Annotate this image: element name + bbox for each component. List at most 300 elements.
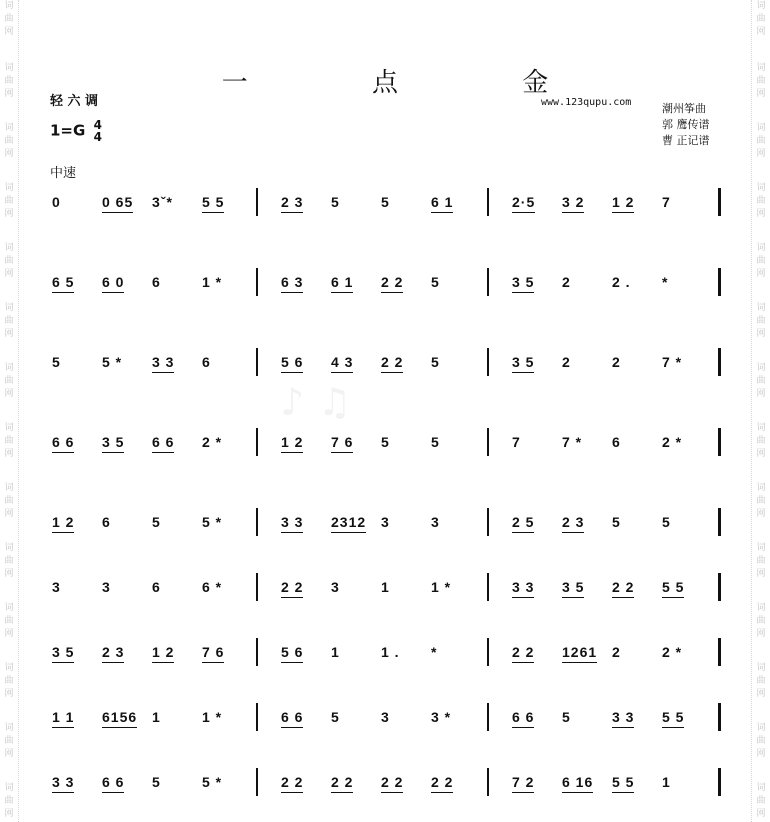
note-underline [331, 292, 353, 294]
note-underline [381, 372, 403, 374]
score-note: 6 [202, 354, 211, 370]
bar-line [256, 768, 258, 796]
note-underline [102, 792, 124, 794]
side-watermark-char: 词 [756, 543, 766, 553]
score-note: 7 [662, 194, 671, 210]
score-note: 3 5 [102, 434, 124, 450]
score-note: 4 3 [331, 354, 353, 370]
score-note: 0 65 [102, 194, 133, 210]
score-note: 1 [662, 774, 671, 790]
note-underline [102, 662, 124, 664]
side-watermark [752, 662, 770, 701]
note-underline [102, 212, 133, 214]
score-note: 1 [331, 644, 340, 660]
side-watermark-char: 曲 [4, 676, 14, 686]
score-note: 6 0 [102, 274, 124, 290]
score-row [0, 330, 770, 390]
key-label: 1=G [50, 121, 86, 140]
row-end-bar-line [718, 348, 721, 376]
side-watermark-char: 词 [756, 483, 766, 493]
side-watermark-char: 词 [756, 123, 766, 133]
score-note: 1 [152, 709, 161, 725]
score-note: 7 * [562, 434, 583, 450]
score-note: 6 [612, 434, 621, 450]
score-note: 5 [612, 514, 621, 530]
side-watermark-char: 网 [4, 689, 14, 699]
score-note: 0 [52, 194, 61, 210]
note-underline [431, 212, 453, 214]
side-watermark [752, 362, 770, 401]
time-signature-bottom: 4 [93, 130, 102, 144]
note-underline [612, 597, 634, 599]
time-signature [94, 119, 102, 143]
side-watermark [752, 482, 770, 521]
side-watermark-char: 词 [4, 543, 14, 553]
credit-line: 曹 正记谱 [662, 134, 710, 147]
score-note: 3 3 [152, 354, 174, 370]
side-watermark-char: 曲 [4, 316, 14, 326]
side-watermark-char: 曲 [4, 376, 14, 386]
bar-line [487, 428, 489, 456]
side-watermark [752, 242, 770, 281]
score-note: 2 5 [512, 514, 534, 530]
note-underline [562, 662, 597, 664]
note-underline [281, 597, 303, 599]
note-underline [562, 792, 593, 794]
side-watermark-char: 词 [756, 663, 766, 673]
score-note: 6 6 [152, 434, 174, 450]
note-underline [281, 532, 303, 534]
row-end-bar-line [718, 188, 721, 216]
credit-line: 潮州筝曲 [662, 102, 706, 115]
score-note: 3 2 [562, 194, 584, 210]
score-note: 5 [381, 434, 390, 450]
note-underline [152, 372, 174, 374]
score-note: 2 2 [381, 354, 403, 370]
side-watermark-char: 曲 [756, 136, 766, 146]
side-watermark [752, 122, 770, 161]
score-note: 2 * [662, 434, 683, 450]
center-watermark: ♪ ♫ [280, 380, 352, 424]
side-watermark-char: 曲 [4, 736, 14, 746]
side-watermark-char: 词 [4, 603, 14, 613]
bar-line [487, 268, 489, 296]
side-watermark-char: 曲 [756, 76, 766, 86]
score-note: 1 * [202, 274, 223, 290]
note-underline [52, 292, 74, 294]
side-watermark [0, 362, 18, 401]
score-note: 6 3 [281, 274, 303, 290]
note-underline [52, 452, 74, 454]
note-underline [431, 792, 453, 794]
side-watermark-char: 网 [4, 809, 14, 819]
score-note: 2 3 [281, 194, 303, 210]
note-underline [562, 597, 584, 599]
score-note: 5 [331, 709, 340, 725]
side-watermark-char: 网 [4, 389, 14, 399]
side-watermark-char: 曲 [4, 196, 14, 206]
score-row [0, 555, 770, 615]
score-note: 6 6 [512, 709, 534, 725]
side-watermark-char: 网 [4, 27, 14, 37]
score-note: 3 3 [52, 774, 74, 790]
side-watermark [752, 62, 770, 101]
side-watermark-char: 词 [4, 783, 14, 793]
bar-line [487, 573, 489, 601]
score-note: 6 [152, 274, 161, 290]
side-watermark-char: 词 [756, 603, 766, 613]
page-title: 一 点 金 [221, 68, 607, 98]
score-note: * [431, 644, 438, 660]
score-note: 5 [52, 354, 61, 370]
side-watermark-char: 曲 [4, 436, 14, 446]
side-watermark-char: 网 [756, 749, 766, 759]
side-watermark-char: 网 [4, 449, 14, 459]
score-note: 2 2 [281, 774, 303, 790]
score-row [0, 250, 770, 310]
score-note: 5 [662, 514, 671, 530]
row-end-bar-line [718, 638, 721, 666]
score-note: 3 3 [512, 579, 534, 595]
score-note: 6 1 [431, 194, 453, 210]
score-note: 3 * [431, 709, 452, 725]
score-row [0, 620, 770, 680]
side-watermark-char: 词 [4, 663, 14, 673]
bar-line [487, 188, 489, 216]
score-note: 6156 [102, 709, 137, 725]
note-underline [281, 727, 303, 729]
side-watermark [752, 182, 770, 221]
note-underline [281, 452, 303, 454]
side-watermark-char: 词 [4, 243, 14, 253]
side-watermark-char: 词 [4, 483, 14, 493]
note-underline [512, 792, 534, 794]
side-watermark-char: 曲 [4, 14, 14, 24]
side-watermark-char: 词 [756, 423, 766, 433]
score-note: 3 5 [512, 274, 534, 290]
note-underline [281, 292, 303, 294]
note-underline [152, 662, 174, 664]
note-underline [612, 727, 634, 729]
side-watermark [752, 422, 770, 461]
note-underline [512, 212, 535, 214]
score-note: 5 [431, 274, 440, 290]
score-note: 5 [562, 709, 571, 725]
note-underline [152, 452, 174, 454]
score-note: 5 [152, 514, 161, 530]
note-underline [512, 727, 534, 729]
score-note: 5 [331, 194, 340, 210]
row-end-bar-line [718, 428, 721, 456]
score-note: 3 5 [52, 644, 74, 660]
note-underline [662, 727, 684, 729]
side-watermark-char: 网 [4, 329, 14, 339]
side-watermark-char: 曲 [756, 256, 766, 266]
score-note: 1 * [431, 579, 452, 595]
score-row [0, 410, 770, 470]
note-underline [52, 792, 74, 794]
score-note: 3 [381, 709, 390, 725]
side-watermark-char: 网 [4, 509, 14, 519]
score-note: 5 6 [281, 644, 303, 660]
score-note: 6 6 [52, 434, 74, 450]
score-note: 6 5 [52, 274, 74, 290]
side-watermark-char: 网 [4, 89, 14, 99]
bar-line [256, 348, 258, 376]
bar-line [487, 508, 489, 536]
score-note: 3 3 [612, 709, 634, 725]
note-underline [331, 452, 353, 454]
score-note: 5 [152, 774, 161, 790]
side-watermark-char: 网 [756, 269, 766, 279]
score-note: 2 [562, 274, 571, 290]
side-watermark-char: 曲 [756, 556, 766, 566]
score-note: 1 . [381, 644, 400, 660]
side-watermark-char: 词 [756, 723, 766, 733]
side-watermark-char: 网 [756, 89, 766, 99]
note-underline [102, 727, 137, 729]
row-end-bar-line [718, 768, 721, 796]
side-watermark [752, 722, 770, 761]
side-watermark-char: 曲 [756, 616, 766, 626]
time-signature-top: 4 [93, 118, 102, 132]
score-note: 7 [512, 434, 521, 450]
side-watermark-char: 曲 [4, 796, 14, 806]
score-note: 1 2 [281, 434, 303, 450]
side-watermark-char: 网 [756, 449, 766, 459]
side-watermark-char: 网 [4, 149, 14, 159]
side-watermark-char: 曲 [756, 436, 766, 446]
score-note: 6 1 [331, 274, 353, 290]
note-underline [512, 662, 534, 664]
side-watermark-char: 网 [4, 209, 14, 219]
score-note: 2 * [662, 644, 683, 660]
side-watermark-char: 网 [756, 509, 766, 519]
side-watermark [0, 782, 18, 821]
score-note: 2 * [202, 434, 223, 450]
bar-line [487, 768, 489, 796]
side-watermark-char: 曲 [4, 496, 14, 506]
side-watermark-char: 曲 [4, 76, 14, 86]
side-watermark [0, 122, 18, 161]
score-note: 3 [52, 579, 61, 595]
score-note: 3ˇ* [152, 194, 173, 210]
score-note: 2 . [612, 274, 631, 290]
row-end-bar-line [718, 703, 721, 731]
side-watermark-char: 曲 [756, 196, 766, 206]
score-note: 5 5 [662, 709, 684, 725]
note-underline [562, 212, 584, 214]
score-row [0, 490, 770, 550]
score-note: 6 [102, 514, 111, 530]
note-underline [281, 372, 303, 374]
score-note: 2 2 [512, 644, 534, 660]
score-note: 3 [381, 514, 390, 530]
bar-line [256, 508, 258, 536]
note-underline [562, 532, 584, 534]
note-underline [331, 792, 353, 794]
note-underline [381, 292, 403, 294]
side-watermark-char: 网 [756, 629, 766, 639]
side-watermark-char: 曲 [756, 796, 766, 806]
note-underline [512, 292, 534, 294]
score-note: 1 * [202, 709, 223, 725]
score-note: 1 1 [52, 709, 74, 725]
score-note: 7 2 [512, 774, 534, 790]
side-watermark-char: 曲 [4, 136, 14, 146]
score-note: 3 [102, 579, 111, 595]
score-note: 1261 [562, 644, 597, 660]
credit-line: 郭 鹰传谱 [662, 118, 710, 131]
score-note: 5 5 [612, 774, 634, 790]
score-note: 2 [562, 354, 571, 370]
note-underline [281, 662, 303, 664]
side-watermark-char: 词 [756, 243, 766, 253]
note-underline [52, 727, 74, 729]
side-watermark-char: 曲 [756, 14, 766, 24]
side-watermark-char: 曲 [4, 616, 14, 626]
side-watermark-char: 曲 [756, 316, 766, 326]
score-note: 2 3 [102, 644, 124, 660]
score-note: 2 [612, 644, 621, 660]
note-underline [102, 292, 124, 294]
note-underline [52, 532, 74, 534]
side-watermark-char: 词 [4, 723, 14, 733]
side-watermark-char: 网 [4, 269, 14, 279]
side-watermark-char: 曲 [4, 556, 14, 566]
row-end-bar-line [718, 508, 721, 536]
bar-line [256, 188, 258, 216]
score-note: 2 2 [281, 579, 303, 595]
side-watermark-char: 网 [756, 569, 766, 579]
side-watermark-char: 词 [756, 183, 766, 193]
score-note: 6 [152, 579, 161, 595]
note-underline [612, 792, 634, 794]
row-end-bar-line [718, 268, 721, 296]
note-underline [512, 597, 534, 599]
score-note: 3 5 [512, 354, 534, 370]
side-watermark [0, 0, 18, 39]
side-watermark-char: 网 [756, 809, 766, 819]
side-watermark [752, 602, 770, 641]
side-watermark-char: 曲 [756, 496, 766, 506]
score-note: 5 6 [281, 354, 303, 370]
note-underline [381, 792, 403, 794]
score-note: 5 5 [202, 194, 224, 210]
source-url: www.123qupu.com [541, 97, 632, 108]
score-note: 3 [431, 514, 440, 530]
score-note: 6 6 [281, 709, 303, 725]
score-note: 5 * [202, 514, 223, 530]
mode-marking: 轻 六 调 [50, 94, 99, 109]
side-watermark-char: 词 [756, 303, 766, 313]
score-note: 1 2 [612, 194, 634, 210]
side-watermark-char: 网 [756, 689, 766, 699]
side-watermark [0, 302, 18, 341]
side-watermark-char: 词 [4, 363, 14, 373]
side-watermark-char: 网 [756, 149, 766, 159]
side-watermark [752, 782, 770, 821]
bar-line [256, 268, 258, 296]
score-row [0, 750, 770, 810]
score-note: 2 3 [562, 514, 584, 530]
score-note: 5 [381, 194, 390, 210]
side-watermark-char: 曲 [756, 676, 766, 686]
score-note: 6 6 [102, 774, 124, 790]
side-watermark-char: 曲 [756, 736, 766, 746]
side-watermark-char: 词 [4, 183, 14, 193]
side-watermark-char: 词 [756, 783, 766, 793]
score-note: 5 * [202, 774, 223, 790]
note-underline [202, 212, 224, 214]
side-watermark-char: 词 [4, 63, 14, 73]
score-note: 5 [431, 434, 440, 450]
side-watermark [0, 182, 18, 221]
side-watermark-char: 词 [756, 363, 766, 373]
score-note: 2 [612, 354, 621, 370]
score-note: 7 * [662, 354, 683, 370]
side-watermark [0, 242, 18, 281]
note-underline [102, 452, 124, 454]
score-note: 2·5 [512, 194, 535, 210]
score-note: 1 2 [152, 644, 174, 660]
side-watermark-char: 词 [4, 1, 14, 11]
score-note: 2 2 [331, 774, 353, 790]
side-watermark [0, 422, 18, 461]
score-note: 2 2 [612, 579, 634, 595]
score-note: 5 [431, 354, 440, 370]
score-row [0, 170, 770, 230]
side-watermark-char: 网 [4, 629, 14, 639]
side-watermark-char: 词 [4, 303, 14, 313]
score-note: 7 6 [202, 644, 224, 660]
credits [662, 101, 710, 149]
side-watermark [0, 722, 18, 761]
bar-line [256, 428, 258, 456]
note-underline [281, 212, 303, 214]
side-watermark-char: 网 [756, 389, 766, 399]
side-watermark [0, 662, 18, 701]
score-note: 3 [331, 579, 340, 595]
score-note: 2312 [331, 514, 366, 530]
key-signature [50, 119, 102, 143]
note-underline [662, 597, 684, 599]
side-watermark-char: 词 [4, 123, 14, 133]
score-note: * [662, 274, 669, 290]
score-note: 3 3 [281, 514, 303, 530]
note-underline [281, 792, 303, 794]
note-underline [512, 532, 534, 534]
score-note: 6 * [202, 579, 223, 595]
side-watermark-char: 词 [756, 63, 766, 73]
note-underline [612, 212, 634, 214]
score-note: 5 5 [662, 579, 684, 595]
side-watermark-char: 词 [756, 1, 766, 11]
side-watermark [0, 542, 18, 581]
score-note: 1 2 [52, 514, 74, 530]
side-watermark-char: 词 [4, 423, 14, 433]
bar-line [256, 703, 258, 731]
score-note: 6 16 [562, 774, 593, 790]
side-watermark [752, 0, 770, 39]
score-note: 3 5 [562, 579, 584, 595]
note-underline [202, 662, 224, 664]
side-watermark-char: 网 [4, 569, 14, 579]
side-watermark-char: 网 [756, 209, 766, 219]
side-watermark-char: 网 [756, 27, 766, 37]
side-watermark [752, 542, 770, 581]
side-watermark [752, 302, 770, 341]
